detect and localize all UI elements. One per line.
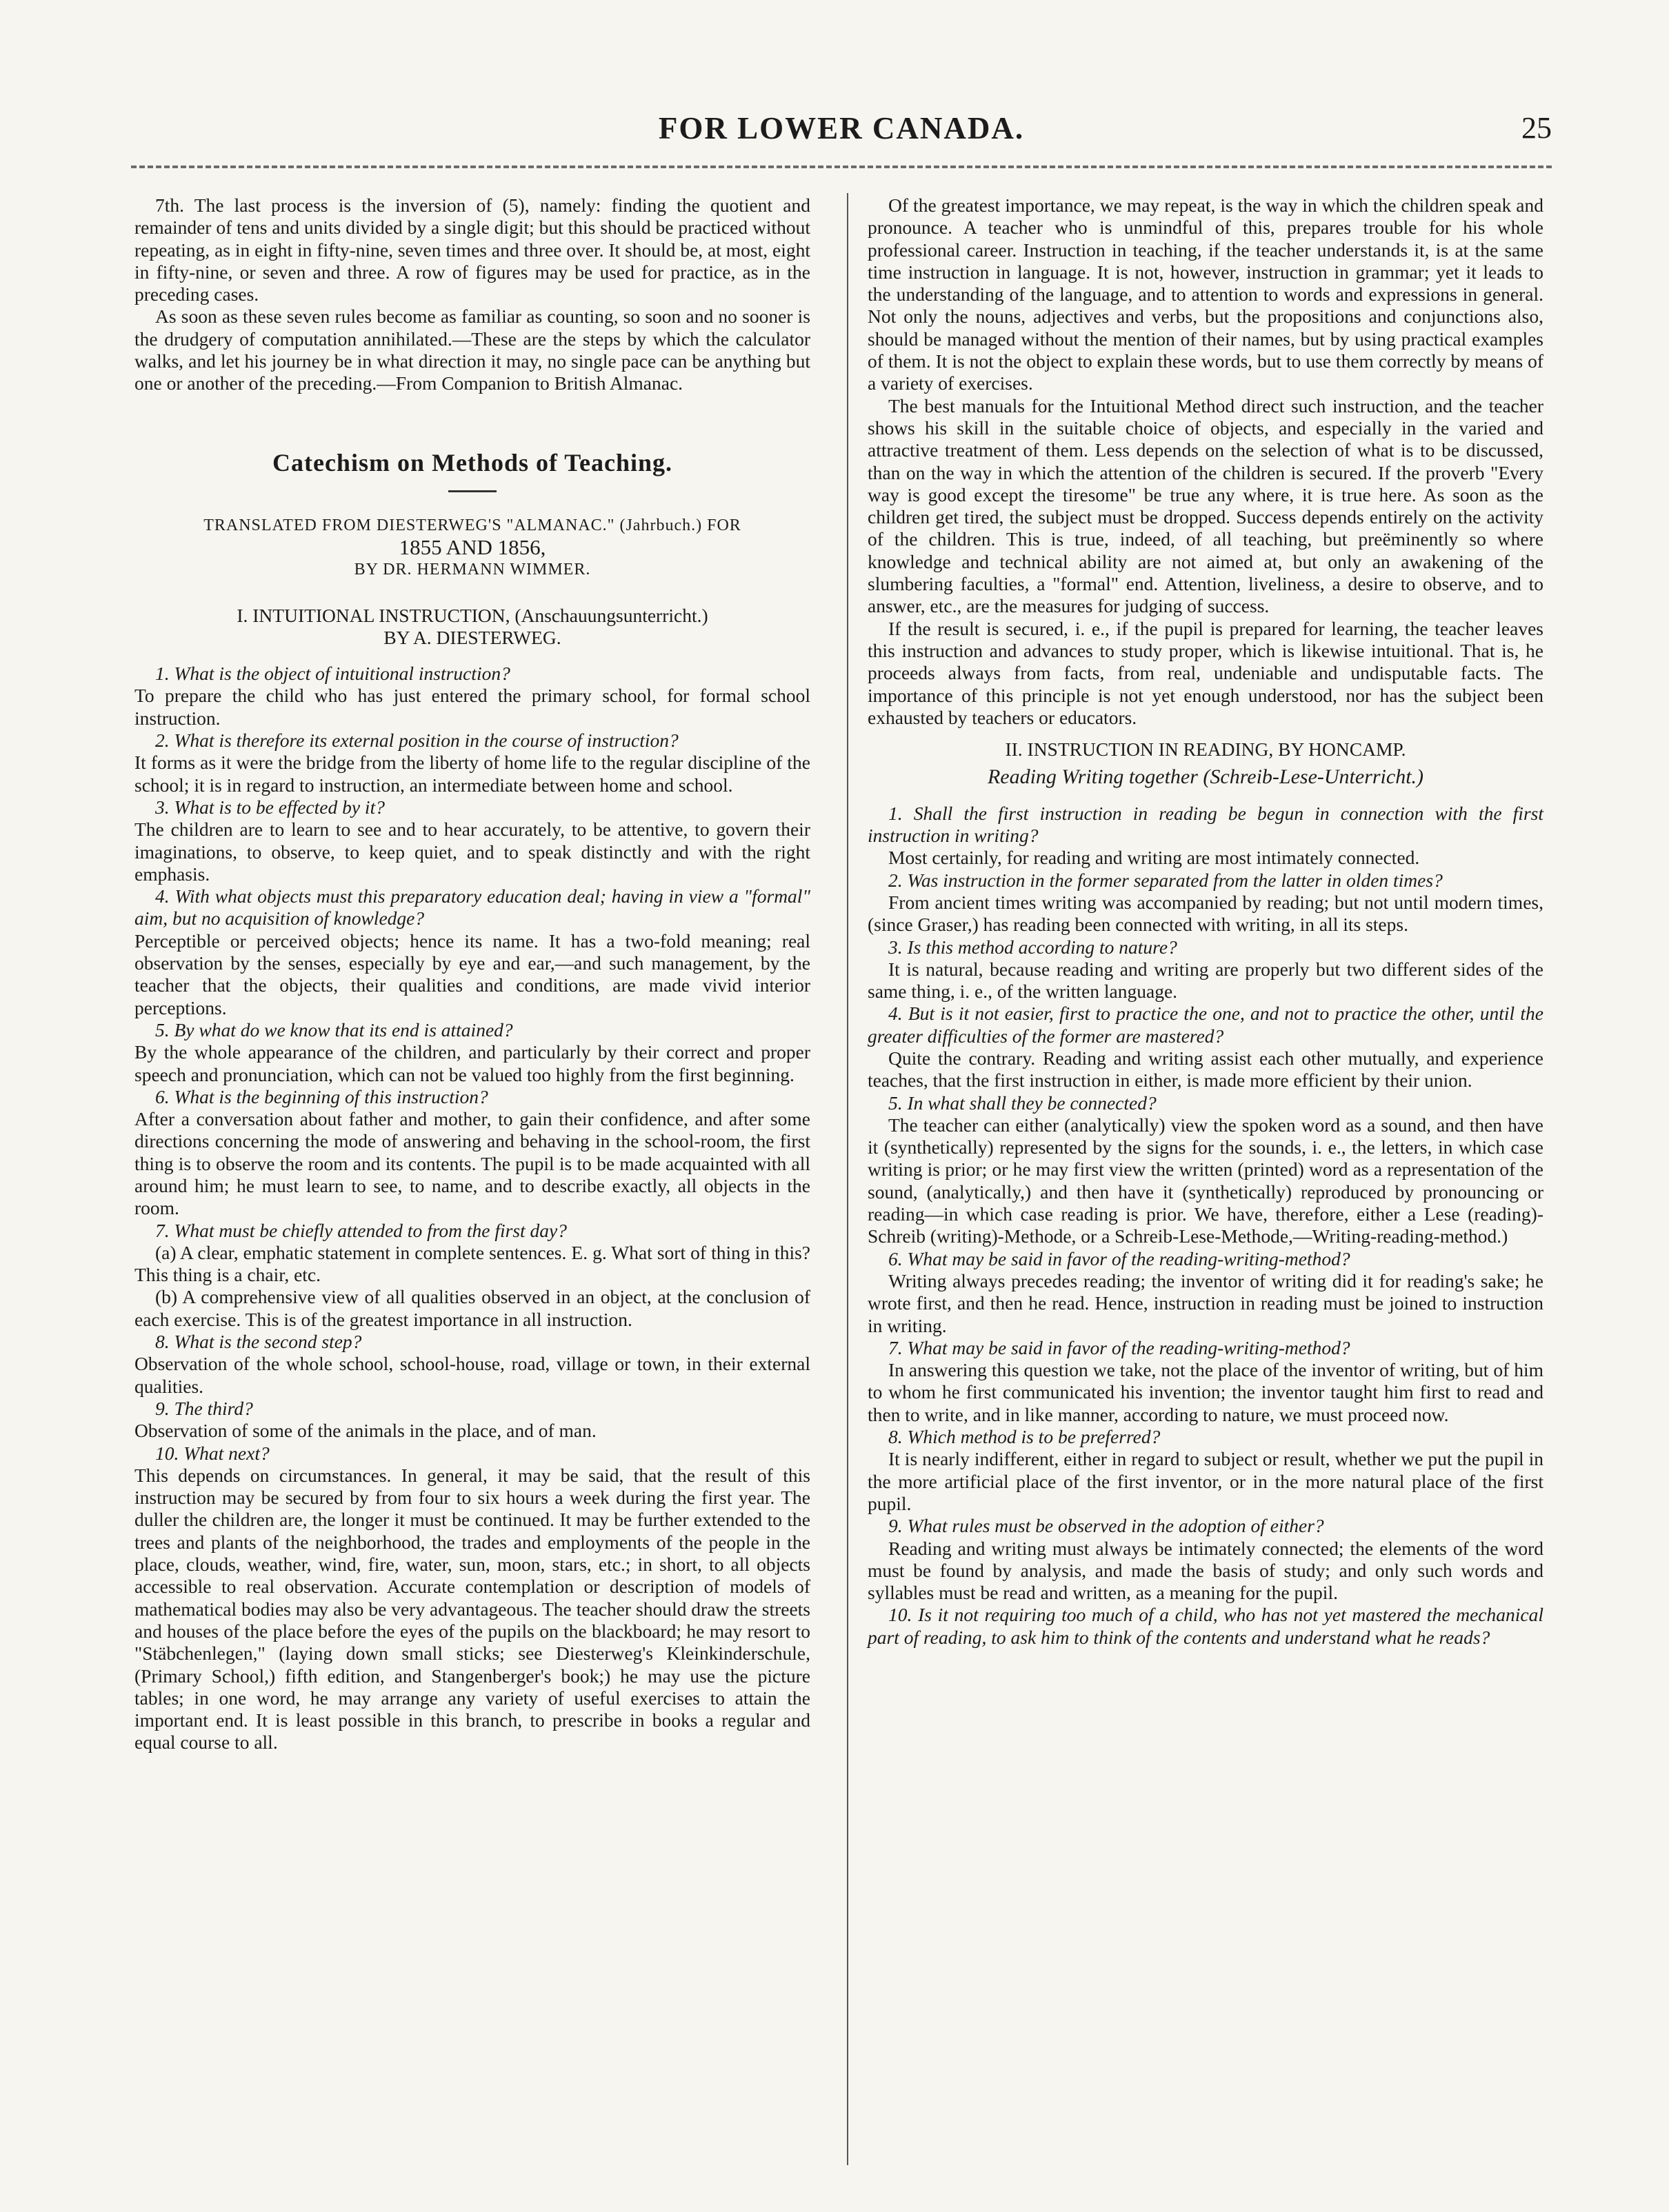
translator-credit: BY DR. HERMANN WIMMER. [354,561,591,579]
section-author: BY A. DIESTERWEG. [383,626,561,648]
section-title: II. INSTRUCTION IN READING, BY HONCAMP. [1005,738,1406,761]
question: 1. What is the object of intuitional instruction? [155,663,510,685]
question: 6. What may be said in favor of the reading-writing-method? [888,1247,1350,1269]
answer: By the whole appearance of the children, and particularly by their correct and proper speech and pronunciation, which can not be valued too highly from the first beginning. [134,1041,810,1085]
answer: Observation of the whole school, school-house, road, village or town, in their external qualities. [134,1353,810,1397]
answer: (a) A clear, emphatic statement in complete sentences. E. g. What sort of thing in this? This thing is a chair, etc. [134,1241,810,1286]
section-title: I. INTUITIONAL INSTRUCTION, (Anschauungsunterricht.) [237,604,708,626]
question: 2. Was instruction in the former separated from the latter in olden times? [888,869,1443,891]
article-heading: Catechism on Methods of Teaching. [272,448,673,476]
spacer [134,581,810,595]
question: 7. What may be said in favor of the reading-writing-method? [888,1336,1350,1358]
section-subtitle: Reading Writing together (Schreib-Lese-Unterricht.) [987,765,1424,789]
heading-rule [448,490,497,492]
question: 10. Is it not requiring too much of a child, who has not yet mastered the mechanical part of reading, to ask him to think of the contents and understand what he reads? [868,1604,1543,1648]
question: 9. What rules must be observed in the adoption of either? [888,1515,1324,1537]
question: 8. Which method is to be preferred? [888,1426,1161,1448]
paragraph: The best manuals for the Intuitional Method direct such instruction, and the teacher shows his skill in the suitable choice of objects, and especially in the varied and attractive treatment of them. Less depends on the selection of what is to be discussed, than on the way in which the attention of the children is secured. If the proverb "Every way is good except the tiresome" be true any where, it is true here. As soon as the children get tired, the subject must be dropped. Success depends entirely on the activity of the children. This is true, indeed, of all teaching, but preëminently so where knowledge and technical ability are not aimed at, but only an awakening of the slumbering faculties, a "formal" end. Attention, liveliness, a desire to observe, and to answer, etc., are the measures for judging of success. [868,394,1543,617]
running-title: FOR LOWER CANADA. [658,111,1025,145]
answer: From ancient times writing was accompanied by reading; but not until modern times, (since Graser,) has reading been connected with writing, in all its steps. [868,891,1543,936]
paragraph: 7th. The last process is the inversion of (5), namely: finding the quotient and remainder of tens and units divided by a single digit; but this should be practiced without repeating, as in eight in fifty-nine, seven times and three over. It should be, at most, eight in fifty-nine, or seven and three. A row of figures may be used for practice, as in the preceding cases. [134,194,810,305]
question: 6. What is the beginning of this instruction? [155,1085,488,1107]
answer: Observation of some of the animals in the place, and of man. [134,1420,597,1442]
answer: The teacher can either (analytically) view the spoken word as a sound, and then have it (synthetically) represented by the signs for the sounds, i. e., the letters, in which case writing is prior; or he may first view the written (printed) word as a representation of the sound, (analytically,) and then have it (synthetically) reproduced by pronouncing or reading—in which case reading is prior. We have, therefore, either a Lese (reading)-Schreib (writing)-Methode, or a Schreib-Lese-Methode,—Writing-reading-method.) [868,1114,1543,1247]
paragraph: Of the greatest importance, we may repeat, is the way in which the children speak and pronounce. A teacher who is unmindful of this, prepares trouble for his whole professional career. Instruction in teaching, if the teacher understands it, is at the same time instruction in language. It is not, however, instruction in grammar; yet it leads to the understanding of the language, and to attention to words and expressions in general. Not only the nouns, adjectives and verbs, but the propositions and conjunctions also, should be managed without the mention of their names, but by using practical examples of them. It is not the object to explain these words, but to use them correctly by means of a variety of exercises. [868,194,1543,394]
question: 5. In what shall they be connected? [888,1092,1157,1114]
left-column [134,194,810,1754]
question: 1. Shall the first instruction in reading be begun in connection with the first instruction in writing? [868,802,1543,847]
question: 2. What is therefore its external position in the course of instruction? [155,730,679,752]
answer: It is natural, because reading and writing are properly but two different sides of the same thing, i. e., of the written language. [868,958,1543,1003]
question: 8. What is the second step? [155,1331,362,1353]
question: 3. What is to be effected by it? [155,796,385,818]
answer: It forms as it were the bridge from the liberty of home life to the regular discipline of the school; it is in regard to instruction, an intermediate between home and school. [134,752,810,796]
question: 10. What next? [155,1442,270,1464]
answer: Reading and writing must always be intimately connected; the elements of the word must be found by analysis, and made the basis of study; and only such words and syllables must be read and written, as a meaning for the pupil. [868,1537,1543,1604]
question: 4. But is it not easier, first to practice the one, and not to practice the other, until the greater difficulties of the former are mastered? [868,1003,1543,1047]
header-rule [131,165,1552,168]
answer: (b) A comprehensive view of all qualities observed in an object, at the conclusion of each exercise. This is of the greatest importance in all instruction. [134,1286,810,1330]
translation-note: TRANSLATED FROM DIESTERWEG'S "ALMANAC." (Jahrbuch.) FOR [203,516,741,534]
question: 3. Is this method according to nature? [888,936,1177,958]
question: 4. With what objects must this preparatory education deal; having in view a "formal" aim, but no acquisition of knowledge? [134,885,810,929]
answer: It is nearly indifferent, either in regard to subject or result, whether we put the pupil in the more artificial place of the first inventor, or in the more natural place of the first pupil. [868,1448,1543,1514]
running-header [131,103,1552,152]
answer: To prepare the child who has just entered the primary school, for formal school instruction. [134,685,810,729]
paragraph: As soon as these seven rules become as familiar as counting, so soon and no sooner is the drudgery of computation annihilated.—These are the steps by which the calculator walks, and let his journey be in what direction it may, no single pace can be anything but one or another of the preceding.—From Companion to British Almanac. [134,305,810,394]
question: 7. What must be chiefly attended to from the first day? [155,1219,568,1241]
spacer [868,789,1543,803]
translation-years: 1855 AND 1856, [399,534,546,559]
answer: This depends on circumstances. In general, it may be said, that the result of this instruction may be secured by from four to six hours a week during the first year. The duller the children are, the longer it must be continued. It may be further extended to the trees and plants of the neighborhood, the trades and employments of the people in the place, clouds, weather, wind, fire, water, sun, moon, stars, etc.; in short, to all objects accessible to real observation. Accurate contemplation or description of models of mathematical bodies may also be very advantageous. The teacher should draw the streets and houses of the place before the eyes of the pupils on the blackboard; he may resort to "Stäbchenlegen," (laying down small sticks; see Diesterweg's Kleinkinderschule, (Primary School,) fifth edition, and Stangenberger's book;) he may use the picture tables; in one word, he may arrange any variety of useful exercises to attain the important end. It is least possible in this branch, to prescribe in books a regular and equal course to all. [134,1464,810,1753]
answer: Perceptible or perceived objects; hence its name. It has a two-fold meaning; real observation by the senses, especially by eye and ear,—and such management, by the teacher that the objects, their qualities and conditions, are made vivid interior perceptions. [134,929,810,1018]
answer: Most certainly, for reading and writing are most intimately connected. [888,847,1420,869]
answer: In answering this question we take, not the place of the inventor of writing, but of him to whom he first communicated his invention; the inventor taught him first to read and then to write, and in like manner, according to nature, we must proceed now. [868,1359,1543,1425]
page-number: 25 [1521,111,1552,145]
answer: After a conversation about father and mother, to gain their confidence, and after some directions concerning the mode of answering and behaving in the school-room, the first thing is to observe the room and its contents. The pupil is to be made acquainted with all around him; he must learn to see, to name, and to describe exactly, all objects in the room. [134,1108,810,1219]
answer: Writing always precedes reading; the inventor of writing did it for reading's sake; he wrote first, and then he read. Hence, instruction in reading must be joined to instruction in writing. [868,1269,1543,1336]
paragraph: If the result is secured, i. e., if the pupil is prepared for learning, the teacher leaves this instruction and advances to study proper, which is likewise intuitional. That is, he proceeds always from facts, from real, undeniable and undisputable facts. The importance of this principle is not yet enough understood, nor has the subject been exhausted by teachers or educators. [868,617,1543,728]
column-separator [847,193,848,2165]
answer: Quite the contrary. Reading and writing assist each other mutually, and experience teaches, that the first instruction in either, is made more efficient by their union. [868,1047,1543,1092]
spacer [134,649,810,663]
answer: The children are to learn to see and to hear accurately, to be attentive, to govern their imaginations, to observe, to keep quiet, and to speak distinctly and with the right emphasis. [134,818,810,885]
right-column [868,194,1543,1649]
question: 9. The third? [155,1397,253,1419]
question: 5. By what do we know that its end is attained? [155,1018,513,1040]
